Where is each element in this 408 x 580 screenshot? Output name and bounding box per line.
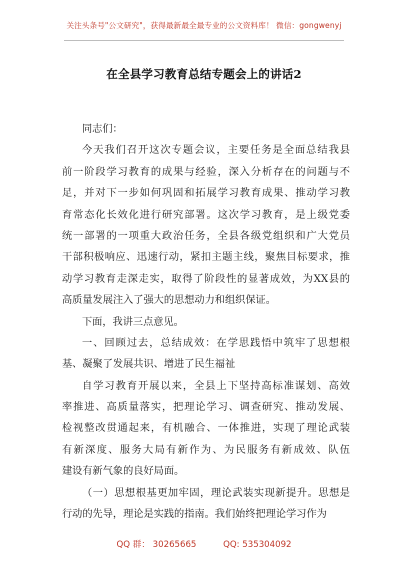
paragraph-line: 高质量发展注入了强大的思想动力和组织保证。 bbox=[62, 295, 276, 307]
paragraph bbox=[62, 376, 350, 483]
header-banner: 关注头条号"公文研究"，获得最新最全最专业的公文资料库！ 微信：gongwenyj bbox=[66, 21, 342, 30]
paragraph-line: 下面，我讲三点意见。 bbox=[82, 316, 184, 328]
document-title: 在全县学习教育总结专题会上的讲话2 bbox=[106, 67, 302, 81]
paragraph bbox=[62, 483, 350, 526]
paragraph-line: 有新深度、服务大局有新作为、为民服务有新成效、队伍 bbox=[62, 444, 350, 456]
header-divider bbox=[64, 40, 344, 41]
paragraph-line: 自学习教育开展以来，全县上下坚持高标准谋划、高效 bbox=[82, 380, 350, 392]
paragraph-line: 足，并对下一步如何巩固和拓展学习教育成果、推动学习教 bbox=[62, 188, 350, 200]
footer-contact bbox=[0, 538, 408, 550]
paragraph-line: 一、回顾过去，总结成效：在学思践悟中筑牢了思想根 bbox=[82, 337, 350, 349]
paragraph-line: 今天我们召开这次专题会议，主要任务是全面总结我县 bbox=[82, 145, 350, 157]
paragraph-list bbox=[62, 140, 350, 525]
paragraph-line: 检视整改贯通起来，有机融合、一体推进，实现了理论武装 bbox=[62, 423, 350, 435]
paragraph bbox=[62, 333, 350, 376]
paragraph-line: 率推进、高质量落实，把理论学习、调查研究、推动发展、 bbox=[62, 402, 350, 414]
paragraph-line: 统一部署的一项重大政治任务，全县各级党组织和广大党员 bbox=[62, 230, 350, 242]
paragraph-line: 育常态化长效化进行研究部署。这次学习教育，是上级党委 bbox=[62, 209, 350, 221]
footer-qq: QQ: 535304092 bbox=[223, 540, 292, 550]
document-body bbox=[62, 119, 350, 525]
paragraph bbox=[62, 140, 350, 311]
footer-qq-group: QQ 群： 30265665 bbox=[116, 540, 197, 550]
paragraph-line: 行动的先导，理论是实践的指南。我们始终把理论学习作为 bbox=[62, 509, 327, 521]
salutation: 同志们： bbox=[82, 124, 123, 135]
paragraph-line: 建设有新气象的良好局面。 bbox=[62, 466, 185, 478]
paragraph-line: 前一阶段学习教育的成果与经验，深入分析存在的问题与不 bbox=[62, 166, 350, 178]
paragraph-line: （一）思想根基更加牢固，理论武装实现新提升。思想是 bbox=[82, 487, 350, 499]
paragraph-line: 基、凝聚了发展共识、增进了民生福祉 bbox=[62, 359, 236, 371]
paragraph-line: 干部积极响应、迅速行动，紧扣主题主线，聚焦目标要求，推 bbox=[62, 252, 350, 264]
paragraph bbox=[62, 312, 350, 333]
paragraph-line: 动学习教育走深走实，取得了阶段性的显著成效，为XX县的 bbox=[62, 273, 350, 285]
